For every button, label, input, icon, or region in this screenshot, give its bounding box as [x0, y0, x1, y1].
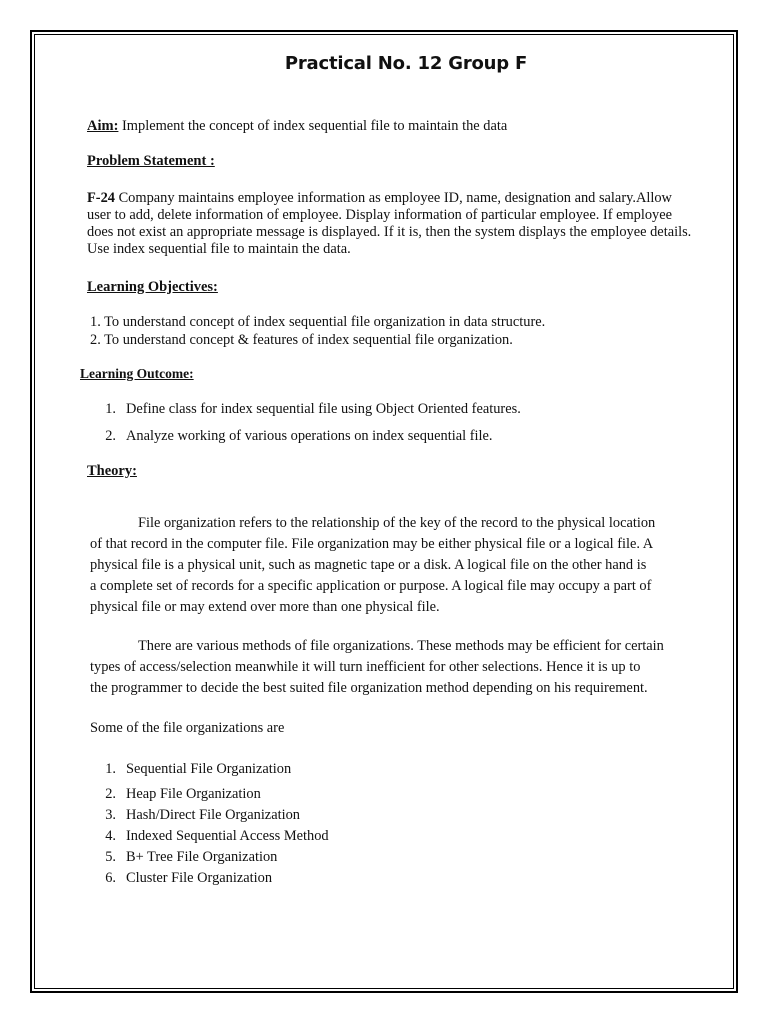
theory-intro: Some of the file organizations are [90, 720, 285, 736]
problem-statement-line: user to add, delete information of employee. Display information of particular employee. If employee [87, 207, 673, 223]
list-item: 5. B+ Tree File Organization [105, 849, 278, 865]
problem-statement-body [87, 190, 713, 258]
learning-outcome-list [90, 401, 521, 445]
problem-statement-line: Use index sequential file to maintain the data. [87, 241, 351, 257]
list-item: 1. Sequential File Organization [105, 761, 292, 777]
list-item: 2. Heap File Organization [105, 786, 261, 802]
list-item: 4. Indexed Sequential Access Method [105, 828, 329, 844]
list-item: 1. Define class for index sequential file using Object Oriented features. [105, 401, 521, 417]
theory-paragraph-2: There are various methods of file organizations. These methods may be efficient for certain types of access/selection meanwhile it will turn inefficient for other selections. Hence it is up to the programmer to decide the best suited file organization method depending on his requirement. [90, 638, 664, 696]
problem-statement-heading: Problem Statement : [87, 153, 215, 169]
theory-heading: Theory: [87, 463, 137, 479]
list-item: 1. To understand concept of index sequential file organization in data structure. [90, 314, 546, 330]
aim-text: Implement the concept of index sequential file to maintain the data [118, 118, 508, 134]
learning-objectives-list [90, 314, 545, 349]
learning-outcome-heading: Learning Outcome: [80, 366, 194, 381]
problem-code: F-24 [87, 190, 115, 206]
learning-objectives-heading: Learning Objectives: [87, 279, 218, 295]
aim-line [87, 118, 507, 135]
page-title: Practical No. 12 Group F [284, 53, 528, 74]
list-item: 3. Hash/Direct File Organization [105, 807, 300, 823]
theory-paragraph-1: File organization refers to the relationship of the key of the record to the physical location of that record in the computer file. File organization may be either physical file or a logical file. A physical file is a physical unit, such as magnetic tape or a disk. A logical file on the other hand is a complete set of records for a specific application or purpose. A logical file may occupy a part of physical file or may extend over more than one physical file. [90, 515, 656, 615]
problem-statement-line: F-24 Company maintains employee information as employee ID, name, designation and salary.Allow [87, 190, 672, 206]
list-item: 2. Analyze working of various operations on index sequential file. [105, 428, 493, 444]
problem-statement-line: does not exist an appropriate message is displayed. If it is, then the system displays the employee details. [87, 224, 692, 240]
list-item: 6. Cluster File Organization [105, 870, 273, 886]
list-item: 2. To understand concept & features of index sequential file organization. [90, 332, 513, 348]
file-organizations-list [90, 761, 329, 887]
aim-label: Aim: [87, 118, 119, 134]
